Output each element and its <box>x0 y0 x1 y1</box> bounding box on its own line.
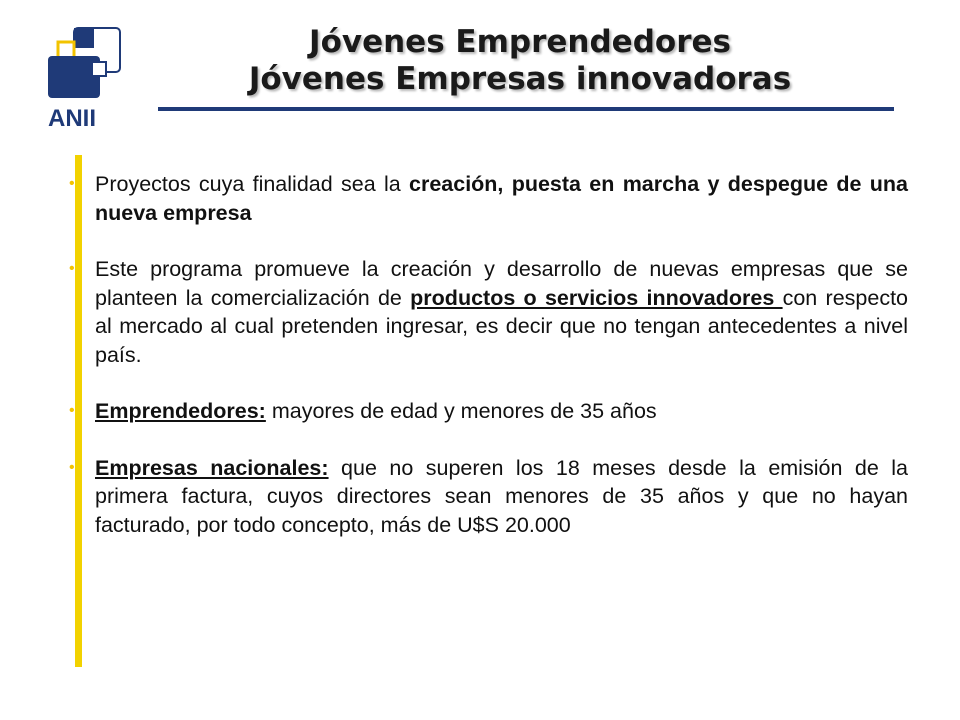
label-emprendedores: Emprendedores: <box>95 399 266 423</box>
title-line-1: Jóvenes Emprendedores <box>309 24 731 60</box>
label-empresas-nacionales: Empresas nacionales: <box>95 455 329 480</box>
bullet-dot-icon: • <box>69 175 75 192</box>
bold-underlined-text: productos o servicios innovadores <box>410 285 783 310</box>
logo-small-square <box>92 62 106 76</box>
bullet-item: • Empresas nacionales: que no superen los 18 meses desde la emisión de la primera factura, cuyos directores sean menores de 35 años y que no hayan facturado, por todo concepto, más de U$S 20.000 <box>69 455 908 537</box>
bullet-dot-icon: • <box>69 260 75 277</box>
logo-navy-block <box>74 28 94 48</box>
logo-yellow-square <box>58 42 74 58</box>
title-line-2: Jóvenes Empresas innovadoras <box>248 61 792 97</box>
bullet-list <box>60 170 908 567</box>
bullet-item: • Proyectos cuya finalidad sea la creación, puesta en marcha y despegue de una nueva empresa <box>69 172 909 225</box>
logo-text: ANII <box>48 105 96 132</box>
bullet-item: • Este programa promueve la creación y desarrollo de nuevas empresas que se planteen la comercialización de productos o servicios innovadores con respecto al mercado al cual pretenden ingresar, es decir que no tengan antecedentes a nivel país. <box>69 257 908 367</box>
anii-logo <box>44 20 134 132</box>
bold-text: creación, puesta en marcha y despegue de una nueva empresa <box>95 172 909 225</box>
title-underline <box>158 107 894 111</box>
bullet-dot-icon: • <box>69 458 75 476</box>
slide-title <box>150 24 890 98</box>
bullet-item: • Emprendedores: mayores de edad y menores de 35 años <box>60 397 908 426</box>
bullet-dot-icon: • <box>69 402 75 419</box>
